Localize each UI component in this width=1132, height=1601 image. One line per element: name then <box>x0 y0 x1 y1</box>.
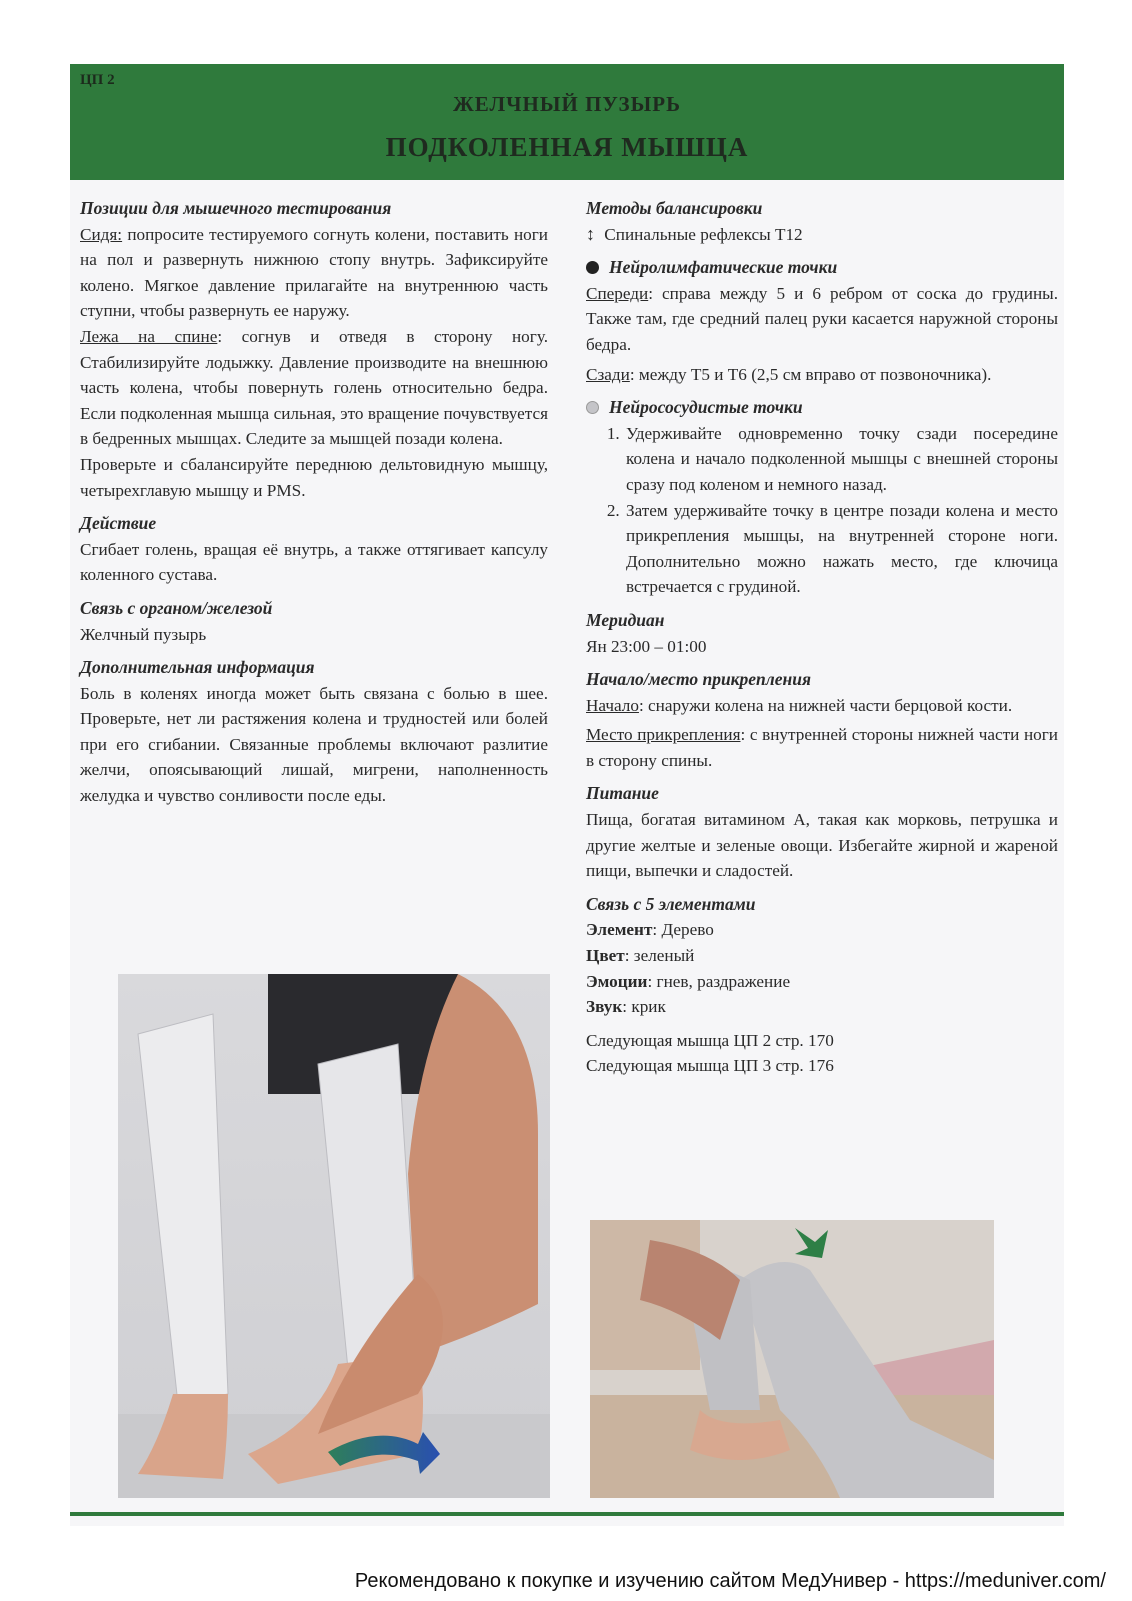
nutrition-title: Питание <box>586 783 659 804</box>
page-subtitle: ПОДКОЛЕННАЯ МЫШЦА <box>385 132 749 162</box>
up-down-arrow-icon: ↕ <box>586 223 595 244</box>
lying-label: Лежа на спине <box>80 326 218 346</box>
extra-title: Дополнительная информация <box>80 657 315 678</box>
black-dot-icon <box>586 261 599 274</box>
emotions-row: Эмоции: гнев, раздражение <box>586 971 791 991</box>
positions-check: Проверьте и сбалансируйте переднюю дельтовидную мышцу, четырехглавую мышцу и PMS. <box>80 454 548 500</box>
next-muscle-2: Следующая мышца ЦП 3 стр. 176 <box>586 1056 834 1076</box>
bottom-rule <box>70 1512 1064 1516</box>
color-row: Цвет: зеленый <box>586 946 695 966</box>
grey-dot-icon <box>586 401 599 414</box>
list-item: 2. Затем удерживайте точку в центре позади колена и место прикрепления мышцы, на внутренней стороне ноги. Дополнительно можно нажать место, где ключица встречается с грудиной. <box>624 498 1058 600</box>
seated-test-photo <box>118 974 550 1498</box>
page-title: ЖЕЛЧНЫЙ ПУЗЫРЬ <box>453 92 681 116</box>
origin-attach: Место прикрепления: с внутренней стороны нижней части ноги в сторону спины. <box>586 725 1058 770</box>
organ-title: Связь с органом/железой <box>80 597 273 618</box>
page-header <box>70 64 1064 180</box>
lying-text: : согнув и отведя в сторону ногу. Стабилизируйте лодыжку. Давление производите на внешнюю часть колена, чтобы повернуть голень относительно бедра. Если подколенная мышца сильная, это вращение почувствуется в бедренных мышцах. Следите за мышцей позади колена. <box>80 326 548 449</box>
element-row: Элемент: Дерево <box>586 920 714 940</box>
neurovascular-title: Нейрососудистые точки <box>609 397 803 418</box>
elements-title: Связь с 5 элементами <box>586 893 756 914</box>
chapter-code: ЦП 2 <box>80 72 115 88</box>
extra-text: Боль в коленях иногда может быть связана с болью в шее. Проверьте, нет ли растяжения колена и трудностей или болей при его сгибании. Связанные проблемы включают разлитие желчи, опоясывающий лишай, мигрени, наполненность желудка и чувство сонливости после еды. <box>80 683 548 806</box>
positions-title: Позиции для мышечного тестирования <box>80 198 392 218</box>
list-item: 1. Удерживайте одновременно точку сзади посередине колена и начало подколенной мышцы с внешней стороны сразу под коленом и немного назад. <box>624 421 1058 498</box>
origin-title: Начало/место прикрепления <box>586 669 812 690</box>
balancing-title: Методы балансировки <box>586 198 763 218</box>
neurovascular-heading <box>586 395 1058 421</box>
action-title: Действие <box>80 513 157 534</box>
lying-test-photo <box>590 1220 994 1498</box>
sound-row: Звук: крик <box>586 997 666 1017</box>
meridian-title: Меридиан <box>586 609 665 630</box>
neurolymph-front: Спереди: справа между 5 и 6 ребром от соска до грудины. Также там, где средний палец руки касается наружной стороны бедра. <box>586 283 1058 354</box>
spinal-reflexes: ↕ Спинальные рефлексы Т12 <box>586 222 1058 248</box>
left-column <box>80 196 548 809</box>
nutrition-text: Пища, богатая витамином А, такая как морковь, петрушка и другие желтые и зеленые овощи. Избегайте жирной и жареной пищи, выпечки и сладостей. <box>586 810 1058 881</box>
organ-text: Желчный пузырь <box>80 624 207 644</box>
neurolymph-title: Нейролимфатические точки <box>609 257 838 278</box>
sitting-label: Сидя: <box>80 224 123 244</box>
neurolymph-heading <box>586 255 1058 281</box>
origin-start: Начало: снаружи колена на нижней части берцовой кости. <box>586 695 1013 715</box>
positions-lying <box>80 324 548 452</box>
footer-recommendation: Рекомендовано к покупке и изучению сайтом МедУнивер - https://meduniver.com/ <box>354 1570 1106 1592</box>
sitting-text: попросите тестируемого согнуть колени, поставить ноги на пол и развернуть нижнюю стопу внутрь. Зафиксируйте колено. Мягкое давление прилагайте на внутреннюю часть ступни, чтобы развернуть ее наружу. <box>80 224 548 321</box>
next-muscle-1: Следующая мышца ЦП 2 стр. 170 <box>586 1030 834 1050</box>
right-column <box>586 196 1058 1079</box>
neurolymph-back: Сзади: между Т5 и Т6 (2,5 см вправо от позвоночника). <box>586 364 992 384</box>
positions-sitting <box>80 222 548 324</box>
meridian-text: Ян 23:00 – 01:00 <box>586 636 707 656</box>
action-text: Сгибает голень, вращая её внутрь, а также оттягивает капсулу коленного сустава. <box>80 539 548 585</box>
neurovascular-list <box>586 421 1058 600</box>
